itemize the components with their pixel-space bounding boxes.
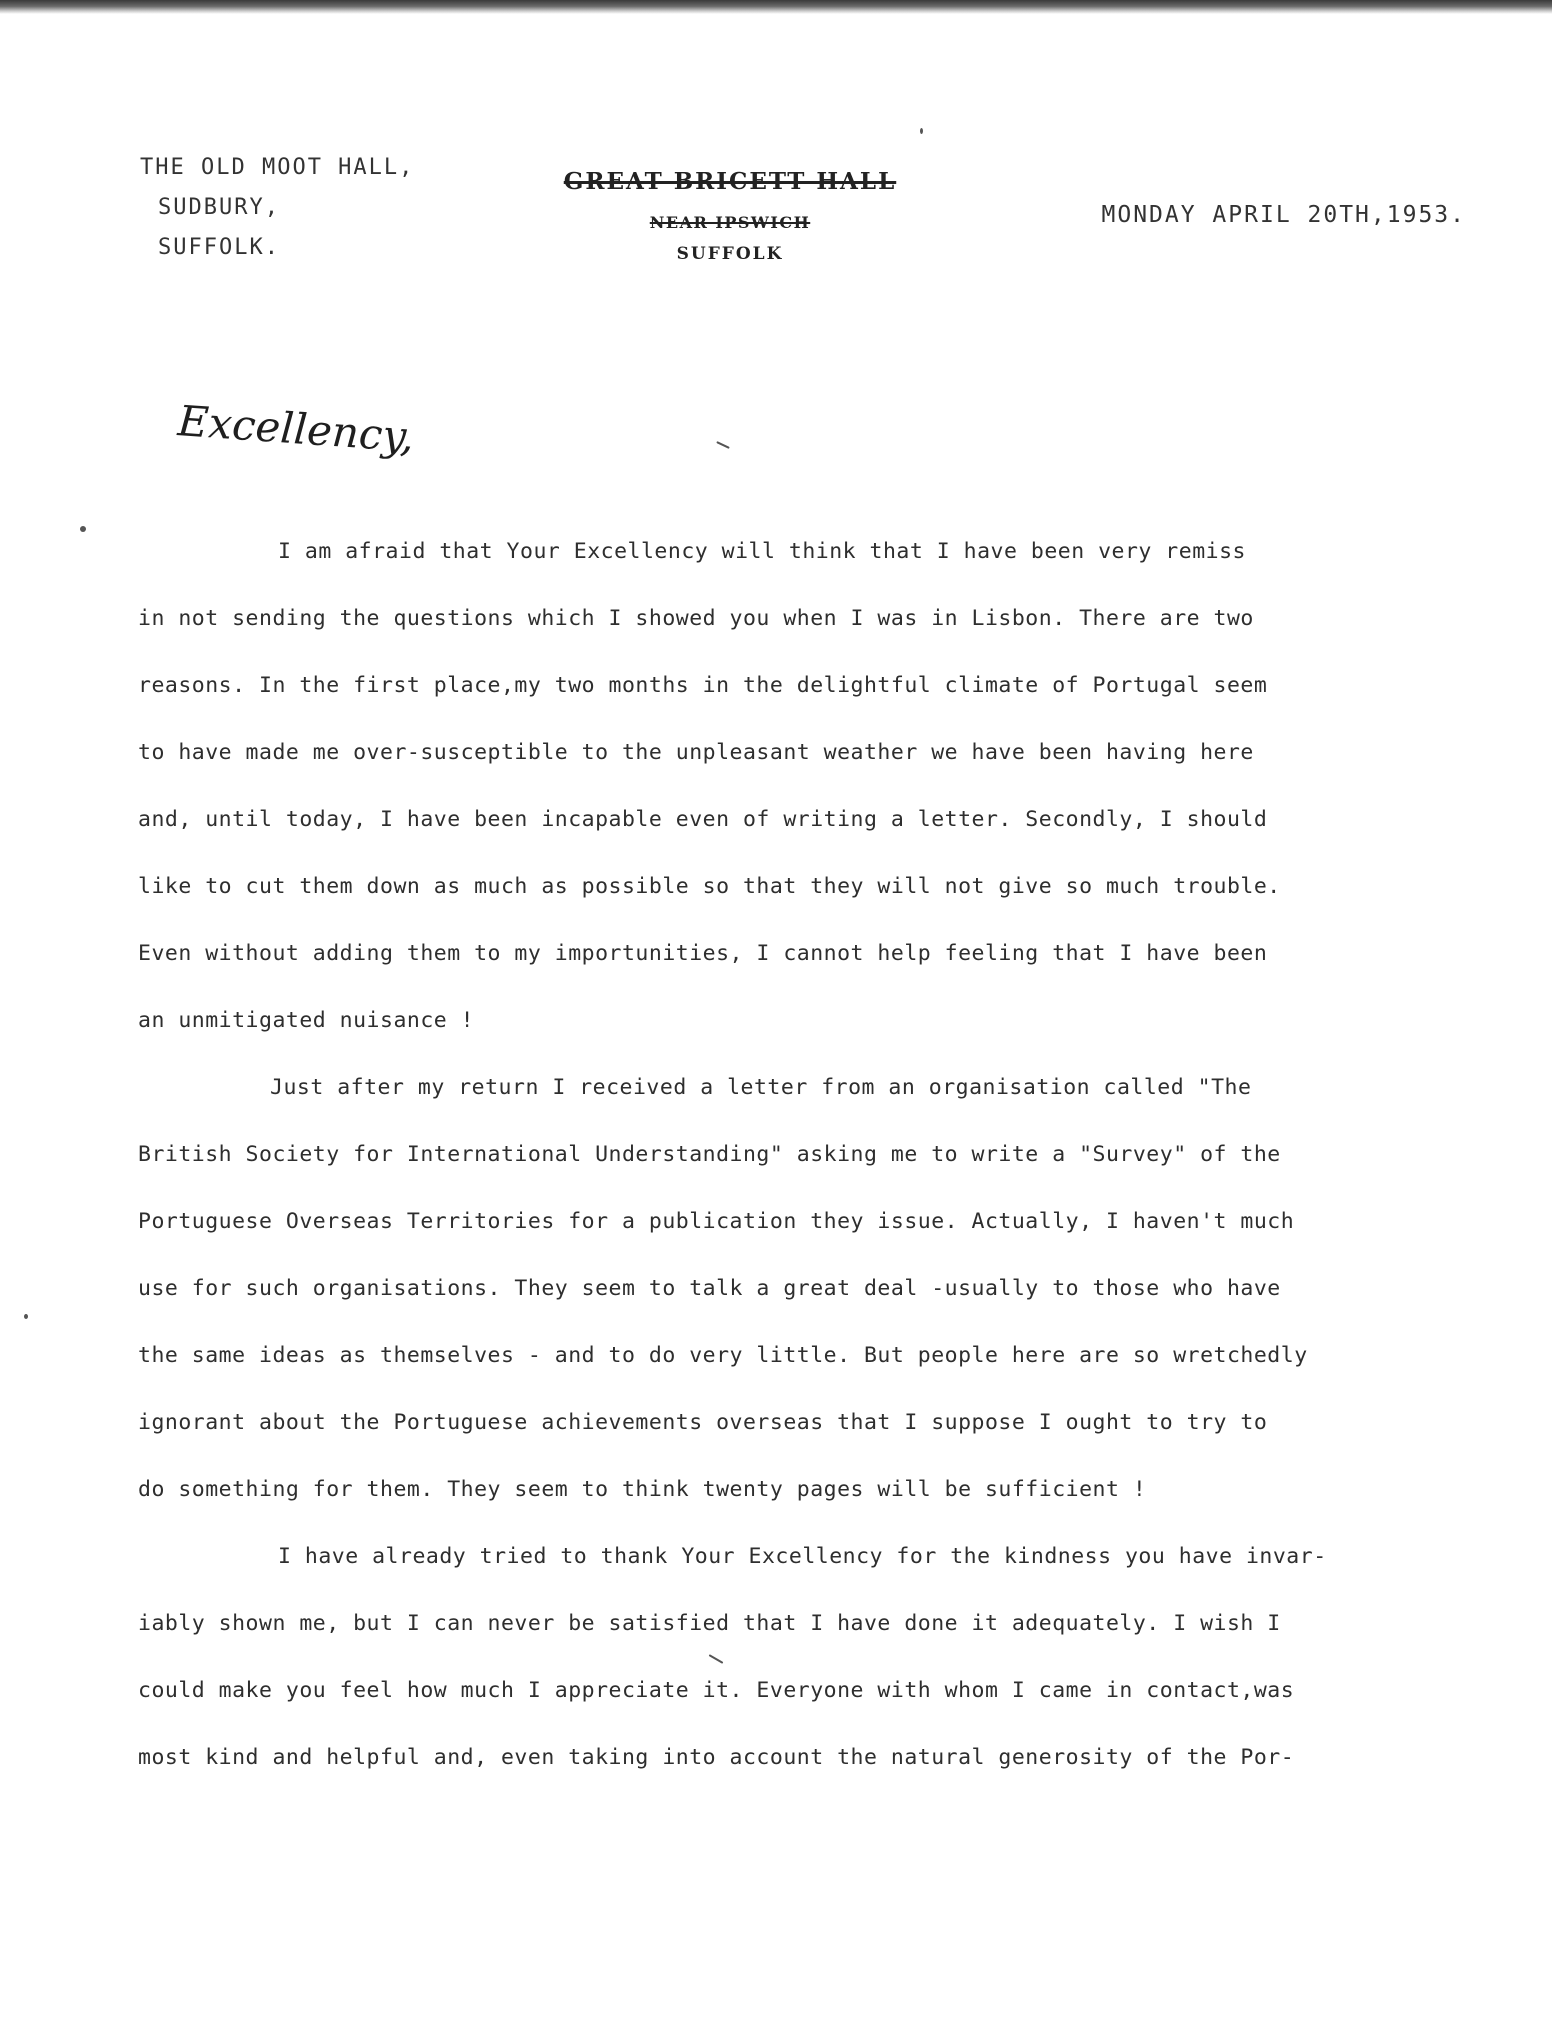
letter-body xyxy=(138,518,1438,1791)
body-line: most kind and helpful and, even taking into account the natural generosity of the Por- xyxy=(138,1745,1295,1770)
letterhead-place-struck: NEAR IPSWICH xyxy=(649,213,811,232)
body-line: Even without adding them to my importunities, I cannot help feeling that I have been xyxy=(138,941,1268,966)
scan-speck xyxy=(24,1314,28,1319)
sender-address-line: THE OLD MOOT HALL, xyxy=(140,155,415,180)
printed-letterhead xyxy=(520,168,940,264)
body-line: do something for them. They seem to think twenty pages will be sufficient ! xyxy=(138,1477,1147,1502)
body-line: in not sending the questions which I showed you when I was in Lisbon. There are two xyxy=(138,606,1254,631)
body-line: use for such organisations. They seem to talk a great deal -usually to those who have xyxy=(138,1276,1281,1301)
sender-address-line: SUDBURY, xyxy=(158,195,280,220)
body-line: Portuguese Overseas Territories for a publication they issue. Actually, I haven't much xyxy=(138,1209,1295,1234)
body-line: reasons. In the first place,my two months in the delightful climate of Portugal seem xyxy=(138,673,1268,698)
body-line: I am afraid that Your Excellency will think that I have been very remiss xyxy=(278,539,1246,564)
handwritten-salutation: Excellency, xyxy=(176,396,416,462)
body-line: iably shown me, but I can never be satisfied that I have done it adequately. I wish I xyxy=(138,1611,1281,1636)
body-line: ignorant about the Portuguese achievements overseas that I suppose I ought to try to xyxy=(138,1410,1268,1435)
letter-date: MONDAY APRIL 20TH,1953. xyxy=(1101,202,1466,228)
body-line: British Society for International Understanding" asking me to write a "Survey" of the xyxy=(138,1142,1281,1167)
body-line: the same ideas as themselves - and to do very little. But people here are so wretchedly xyxy=(138,1343,1308,1368)
body-line: like to cut them down as much as possible so that they will not give so much trouble. xyxy=(138,874,1281,899)
body-line: an unmitigated nuisance ! xyxy=(138,1008,475,1033)
letterhead-name-struck: GREAT BRICETT HALL xyxy=(563,168,897,195)
sender-address xyxy=(140,148,414,268)
body-line: to have made me over-susceptible to the unpleasant weather we have been having here xyxy=(138,740,1254,765)
scan-speck xyxy=(920,128,923,134)
body-line: I have already tried to thank Your Excellency for the kindness you have invar- xyxy=(278,1544,1327,1569)
body-line: Just after my return I received a letter from an organisation called "The xyxy=(270,1075,1252,1100)
body-line: could make you feel how much I appreciate it. Everyone with whom I came in contact,was xyxy=(138,1678,1295,1703)
letterhead-county: SUFFOLK xyxy=(676,244,784,264)
scan-top-edge xyxy=(0,0,1552,14)
scan-speck xyxy=(80,526,86,532)
scan-speck xyxy=(716,441,730,449)
sender-address-line: SUFFOLK. xyxy=(158,235,280,260)
body-line: and, until today, I have been incapable even of writing a letter. Secondly, I should xyxy=(138,807,1268,832)
